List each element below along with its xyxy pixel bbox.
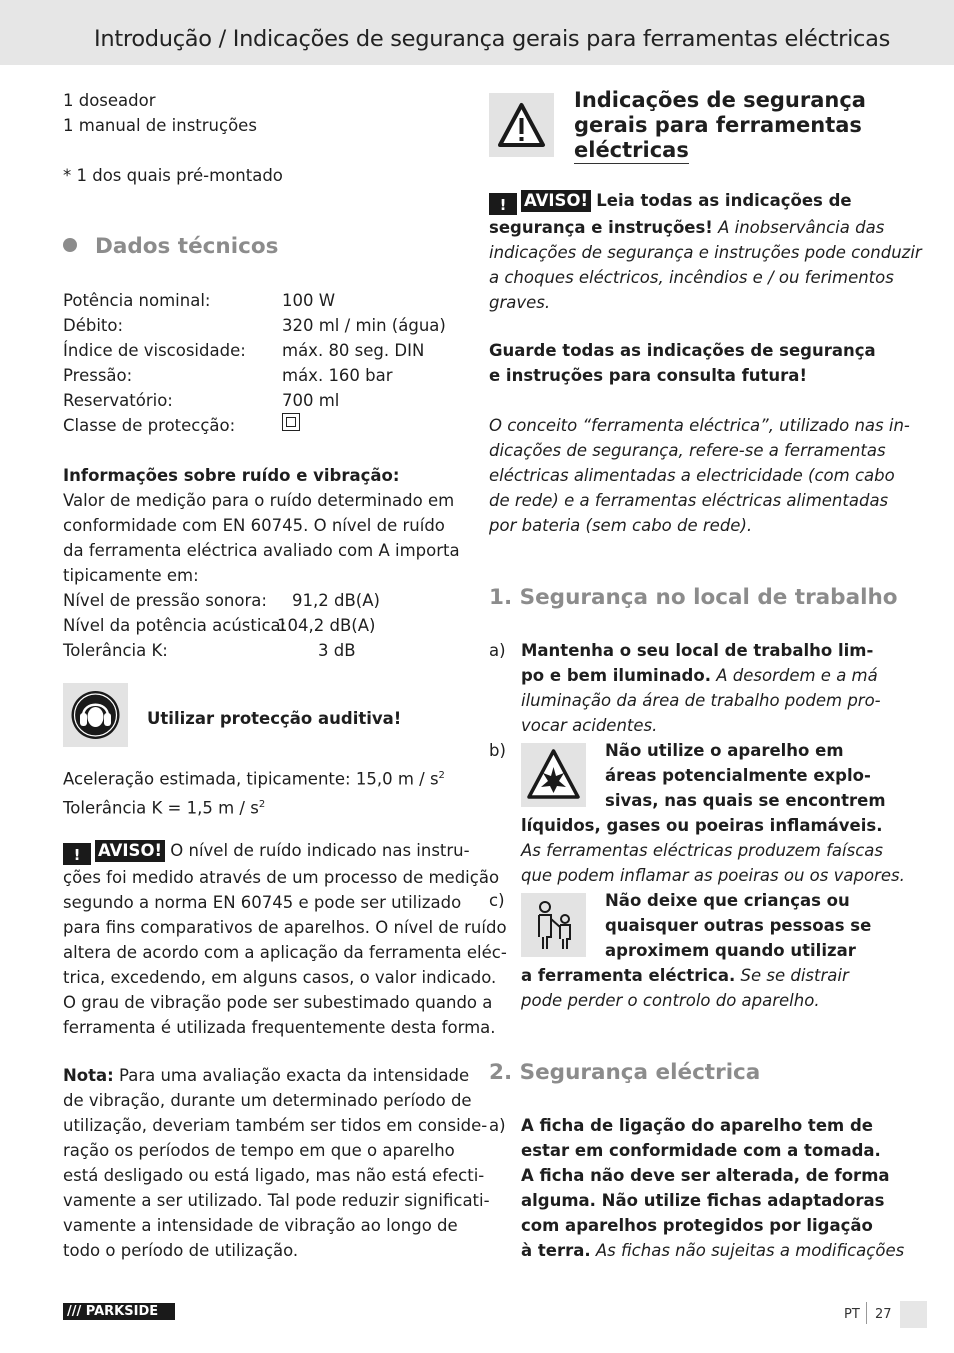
concept-paragraph: O conceito “ferramenta eléctrica”, utilizado nas in- dicações de segurança, refere-se a ferramentas eléctricas alimentadas a electricidade (com cabo de rede) e a ferramentas eléctricas alimentadas por bateria (sem cabo de rede). <box>489 416 910 535</box>
list-item: 1 manual de instruções <box>63 116 257 135</box>
item-1a: Mantenha o seu local de trabalho lim- po e bem iluminado. A desordem e a má iluminação da área de trabalho podem pro- vocar acidentes. <box>521 641 881 735</box>
warning-icon: ! <box>63 843 91 865</box>
item-label: c) <box>489 891 505 910</box>
noise-row: Nível de pressão sonora: 91,2 dB(A) <box>63 591 380 610</box>
keep-instructions: Guarde todas as indicações de segurança e instruções para consulta futura! <box>489 341 876 385</box>
item-label: b) <box>489 741 506 760</box>
spec-row: Débito: 320 ml / min (água) <box>63 316 446 335</box>
page-title: Introdução / Indicações de segurança gerais para ferramentas eléctricas <box>94 26 890 52</box>
note-block: Nota: Para uma avaliação exacta da intensidade de vibração, durante um determinado período de utilização, deveriam também ser tidos em conside- ração os períodos de tempo em que o aparelho está desligado ou está ligado, mas não está efecti- vamente a ser utilizado. Tal pode reduzir significati- vamente a intensidade de vibração ao longo de todo o período de utilização. <box>63 1066 490 1260</box>
footer-divider <box>866 1302 867 1324</box>
tech-data-heading: Dados técnicos <box>63 234 278 259</box>
item-2a: A ficha de ligação do aparelho tem de estar em conformidade com a tomada. A ficha não deve ser alterada, de forma alguma. Não utilize fichas adaptadoras com aparelhos protegidos por ligação à terra. As fichas não sujeitas a modificações <box>521 1116 905 1260</box>
ear-protection-icon <box>63 683 128 747</box>
parkside-logo: /// PARKSIDE <box>63 1303 175 1320</box>
spec-row: Índice de viscosidade: máx. 80 seg. DIN <box>63 341 425 360</box>
warning-triangle-icon <box>489 93 554 157</box>
vibration-values: Aceleração estimada, tipicamente: 15,0 m / $s^2$ Tolerância K = 1,5 m / $s^2$ <box>63 769 445 817</box>
aviso-block: ! AVISO! Leia todas as indicações de segurança e instruções! A inobservância das indicações de segurança e instruções pode conduzir a choques eléctricos, incêndios e / ou ferimentos graves. <box>489 191 922 312</box>
protection-class-ii-icon <box>282 413 300 431</box>
bullet-icon <box>63 238 77 252</box>
page-tab <box>900 1301 927 1328</box>
aviso-badge: AVISO! <box>521 190 591 212</box>
note-label: Nota: <box>63 1066 114 1085</box>
item-label: a) <box>489 641 506 660</box>
aviso-badge: AVISO! <box>95 840 165 862</box>
item-label: a) <box>489 1116 506 1135</box>
noise-section: Informações sobre ruído e vibração: Valor de medição para o ruído determinado em conformidade com EN 60745. O nível de ruído da ferramenta eléctrica avaliado com A importa tipicamente em: Nível de pressão sonora: 91,2 dB(A) Nível da potência acústica: 104,2 dB(A) Tolerância K: 3 dB <box>63 463 465 663</box>
spec-row: Classe de protecção: <box>63 413 465 438</box>
explosion-hazard-icon <box>521 743 586 807</box>
section-2-heading: 2. Segurança eléctrica <box>489 1060 761 1085</box>
warning-icon: ! <box>489 193 517 215</box>
spec-row: Pressão: máx. 160 bar <box>63 366 393 385</box>
language-code: PT <box>844 1307 860 1322</box>
keep-children-away-icon <box>521 893 586 957</box>
ear-protection-label: Utilizar protecção auditiva! <box>147 709 402 728</box>
noise-row: Nível da potência acústica: 104,2 dB(A) <box>63 616 376 635</box>
item-1b: líquidos, gases ou poeiras inflamáveis. As ferramentas eléctricas produzem faíscas que podem inflamar as poeiras ou os vapores. <box>521 816 905 885</box>
page-header <box>0 0 954 65</box>
footnote: * 1 dos quais pré-montado <box>63 166 283 185</box>
section-1-heading: 1. Segurança no local de trabalho <box>489 585 898 610</box>
delivery-list <box>63 88 465 138</box>
item-1c-bold: Não deixe que crianças ou quaisquer outras pessoas se aproximem quando utilizar <box>605 891 872 960</box>
noise-row: Tolerância K: 3 dB <box>63 641 356 660</box>
spec-table <box>63 288 465 438</box>
page-number: 27 <box>875 1307 892 1322</box>
spec-row: Reservatório: 700 ml <box>63 391 340 410</box>
noise-heading: Informações sobre ruído e vibração: <box>63 466 400 485</box>
safety-heading: Indicações de segurança gerais para ferramentas eléctricas <box>574 88 866 162</box>
warning-block: ! AVISO! O nível de ruído indicado nas instru- ções foi medido através de um processo de medição segundo a norma EN 60745 e pode ser utilizado para fins comparativos de aparelhos. O nível de ruído altera de acordo com a aplicação da ferramenta eléc- trica, excedendo, em alguns casos, o valor indicado. O grau de vibração pode ser subestimado quando a ferramenta é utilizada frequentemente desta forma. <box>63 841 507 1037</box>
list-item: 1 doseador <box>63 91 156 110</box>
item-1c: a ferramenta eléctrica. Se se distrair pode perder o controlo do aparelho. <box>521 966 849 1010</box>
item-1b-bold: Não utilize o aparelho em áreas potencialmente explo- sivas, nas quais se encontrem <box>605 741 886 810</box>
spec-row: Potência nominal: 100 W <box>63 291 336 310</box>
